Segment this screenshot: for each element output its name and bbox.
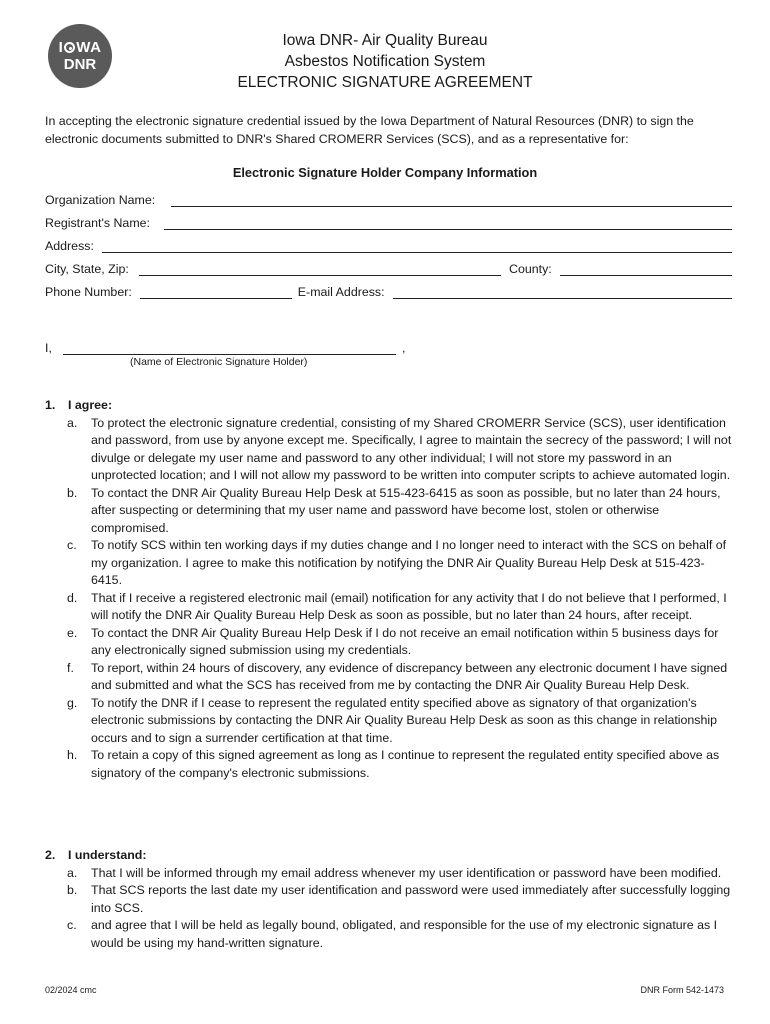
list-item xyxy=(45,590,735,625)
item-letter: b. xyxy=(67,485,78,500)
list-item xyxy=(45,747,735,782)
list-item xyxy=(45,537,735,590)
footer-date: 02/2024 cmc xyxy=(45,985,97,995)
organization-row xyxy=(45,189,732,207)
understanding-section xyxy=(45,847,735,952)
email-label: E-mail Address: xyxy=(297,285,385,299)
agreement-section xyxy=(45,397,735,782)
section-heading xyxy=(45,847,735,865)
county-label: County: xyxy=(509,262,552,276)
item-letter: e. xyxy=(67,625,78,640)
city-state-zip-field[interactable] xyxy=(139,261,501,276)
document-header xyxy=(0,30,770,93)
item-letter: a. xyxy=(67,415,78,430)
item-letter: d. xyxy=(67,590,78,605)
phone-row xyxy=(45,281,732,299)
organization-label: Organization Name: xyxy=(45,193,156,207)
item-text: To contact the DNR Air Quality Bureau Help Desk at 515-423-6415 as soon as possible, but no later than 24 hours, after suspecting or determining that my user name and password have become lost, stolen or otherwise compromised. xyxy=(91,485,721,535)
item-text: and agree that I will be held as legally bound, obligated, and responsible for the use of my electronic signature as I would be using my hand-written signature. xyxy=(91,918,718,950)
company-info-title: Electronic Signature Holder Company Information xyxy=(232,165,538,180)
item-text: That I will be informed through my email address whenever my user identification or password have been modified. xyxy=(91,865,722,880)
county-field[interactable] xyxy=(560,261,732,276)
page-title: ELECTRONIC SIGNATURE AGREEMENT xyxy=(237,74,533,91)
list-item xyxy=(45,865,735,883)
header-system: Asbestos Notification System xyxy=(284,53,486,70)
signer-row xyxy=(45,340,405,355)
list-item xyxy=(45,882,735,917)
footer-form-number: DNR Form 542-1473 xyxy=(640,985,724,995)
item-letter: c. xyxy=(67,538,77,552)
item-text: To notify the DNR if I cease to represent the regulated entity specified above as signatory of that organization's electronic submissions by contacting the DNR Air Quality Bureau Help Desk as soon as this change in relationship occurs and to sign a surrender certification at that time. xyxy=(91,695,718,745)
list-item xyxy=(45,660,735,695)
address-label: Address: xyxy=(45,239,94,253)
header-bureau: Iowa DNR- Air Quality Bureau xyxy=(282,32,488,49)
item-letter: g. xyxy=(67,695,78,710)
item-letter: c. xyxy=(67,918,77,932)
item-text: To report, within 24 hours of discovery, any evidence of discrepancy between any electronic document I have signed and submitted and what the SCS has received from me by contacting the DNR Air Quality Bureau Help Desk. xyxy=(91,660,728,692)
phone-field[interactable] xyxy=(140,284,292,299)
list-item xyxy=(45,415,735,485)
item-letter: a. xyxy=(67,865,78,880)
item-text: To notify SCS within ten working days if my duties change and I no longer need to interact with the SCS on behalf of my organization. I agree to make this notification by notifying the DNR Air Quality Bureau Help Desk at 515-423-6415. xyxy=(91,538,727,587)
logo-line-2: DNR xyxy=(63,56,97,73)
item-text: To protect the electronic signature credential, consisting of my Shared CROMERR Service (SCS), user identification and password, from use by anyone except me. Specifically, I agree to maintain the secrecy of the password; I will not divulge or delegate my user name and password to any other individual; I will not store my password in an unprotected location; and I will not allow my password to be written into computer scripts to achieve automated login. xyxy=(91,415,732,482)
item-text: That if I receive a registered electronic mail (email) notification for any activity that I do not believe that I performed, I will notify the DNR Air Quality Bureau Help Desk as soon as possible, but no later than 24 hours, after receipt. xyxy=(91,590,727,622)
item-text: To contact the DNR Air Quality Bureau Help Desk if I do not receive an email notification within 5 business days for any electronically signed submission using my credentials. xyxy=(91,625,719,657)
list-item xyxy=(45,485,735,538)
intro-paragraph: In accepting the electronic signature credential issued by the Iowa Department of Natural Resources (DNR) to sign the electronic documents submitted to DNR's Shared CROMERR Services (SCS), and as a representative for: xyxy=(45,114,694,146)
section-number: 1. xyxy=(45,398,56,412)
registrant-field[interactable] xyxy=(164,215,732,230)
organization-field[interactable] xyxy=(171,192,732,207)
section-title: I understand: xyxy=(68,848,147,862)
phone-label: Phone Number: xyxy=(45,285,132,299)
item-letter: f. xyxy=(67,660,74,675)
item-text: That SCS reports the last date my user identification and password were used immediately after successfully logging into SCS. xyxy=(91,883,731,915)
signer-suffix: , xyxy=(402,341,406,355)
item-letter: h. xyxy=(67,748,78,762)
section-heading xyxy=(45,397,735,415)
item-text: To retain a copy of this signed agreement as long as I continue to represent the regulated entity specified above as signatory of the company's electronic submissions. xyxy=(91,748,720,780)
city-label: City, State, Zip: xyxy=(45,262,129,276)
city-row xyxy=(45,258,732,276)
registrant-label: Registrant's Name: xyxy=(45,216,150,230)
registrant-row xyxy=(45,212,732,230)
address-field[interactable] xyxy=(102,238,732,253)
signer-prefix: I, xyxy=(45,341,52,355)
list-item xyxy=(45,917,735,952)
item-letter: b. xyxy=(67,883,78,897)
section-title: I agree: xyxy=(68,398,113,412)
section-number: 2. xyxy=(45,848,56,862)
email-field[interactable] xyxy=(393,284,732,299)
logo-line-1: I WA xyxy=(58,39,102,56)
signer-name-field[interactable] xyxy=(63,340,396,355)
list-item xyxy=(45,695,735,748)
signer-caption: (Name of Electronic Signature Holder) xyxy=(130,356,308,368)
address-row xyxy=(45,235,732,253)
list-item xyxy=(45,625,735,660)
